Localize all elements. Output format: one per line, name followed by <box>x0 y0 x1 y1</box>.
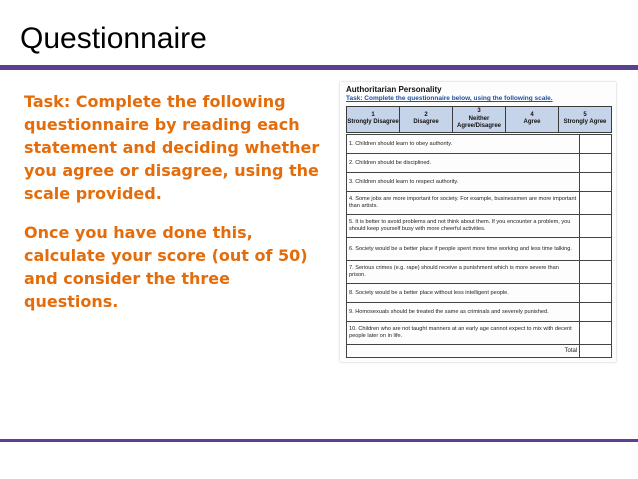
table-row <box>347 135 612 154</box>
title-divider <box>0 65 638 70</box>
scale-cell: 1 Strongly Disagree <box>347 107 400 133</box>
scale-cell: 2 Disagree <box>400 107 453 133</box>
answer-cell[interactable] <box>580 135 612 154</box>
statement-text: 3. Children should learn to respect authority. <box>347 173 580 192</box>
answer-cell[interactable] <box>580 238 612 261</box>
table-row <box>347 192 612 215</box>
answer-cell[interactable] <box>580 322 612 345</box>
table-row <box>347 303 612 322</box>
statement-text: 2. Children should be disciplined. <box>347 154 580 173</box>
footer-divider <box>0 439 638 442</box>
total-row <box>347 345 612 358</box>
worksheet-subtitle: Task: Complete the questionnaire below, using the following scale. <box>346 95 553 102</box>
answer-cell[interactable] <box>580 173 612 192</box>
answer-cell[interactable] <box>580 192 612 215</box>
table-row <box>347 284 612 303</box>
slide-title: Questionnaire <box>20 22 207 55</box>
total-cell[interactable] <box>580 345 612 358</box>
answer-cell[interactable] <box>580 303 612 322</box>
statement-text: 7. Serious crimes (e.g. rape) should receive a punishment which is more severe than prison. <box>347 261 580 284</box>
table-row <box>347 173 612 192</box>
answer-cell[interactable] <box>580 154 612 173</box>
total-label: Total <box>347 345 580 358</box>
table-row <box>347 261 612 284</box>
statement-table <box>346 134 612 358</box>
table-row <box>347 238 612 261</box>
statement-text: 9. Homosexuals should be treated the same as criminals and severely punished. <box>347 303 580 322</box>
scale-header <box>346 106 612 133</box>
answer-cell[interactable] <box>580 284 612 303</box>
scale-cell: 3 Neither Agree/Disagree <box>453 107 506 133</box>
scale-cell: 5 Strongly Agree <box>559 107 612 133</box>
statement-text: 6. Society would be a better place if people spent more time working and less time talking. <box>347 238 580 261</box>
worksheet-title: Authoritarian Personality <box>346 85 442 94</box>
table-row <box>347 154 612 173</box>
scale-cell: 4 Agree <box>506 107 559 133</box>
statement-text: 4. Some jobs are more important for society. For example, businessmen are more important than artists. <box>347 192 580 215</box>
answer-cell[interactable] <box>580 215 612 238</box>
statement-text: 10. Children who are not taught manners at an early age cannot expect to mix with decent people later on in life. <box>347 322 580 345</box>
followup-text: Once you have done this, calculate your score (out of 50) and consider the three questions. <box>24 223 308 311</box>
questionnaire-worksheet <box>340 82 616 362</box>
statement-text: 1. Children should learn to obey authority. <box>347 135 580 154</box>
table-row <box>347 322 612 345</box>
task-instructions <box>24 90 324 329</box>
task-text: Task: Complete the following questionnaire by reading each statement and deciding whether you agree or disagree, using the scale provided. <box>24 92 320 203</box>
statement-text: 5. It is better to avoid problems and not think about them. If you encounter a problem, you should keep yourself busy with more cheerful activities. <box>347 215 580 238</box>
answer-cell[interactable] <box>580 261 612 284</box>
statement-text: 8. Society would be a better place without less intelligent people. <box>347 284 580 303</box>
table-row <box>347 215 612 238</box>
